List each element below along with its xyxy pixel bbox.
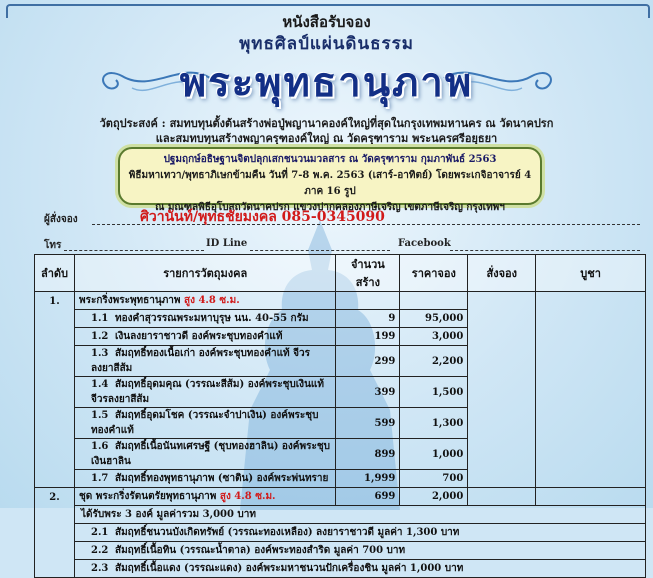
order-table bbox=[34, 254, 646, 578]
group-2-worship-cell[interactable] bbox=[536, 488, 646, 506]
row-desc: สัมฤทธิ์อุดมโชค (วรรณะจำปาเงิน) องค์พระชุบทองคำแท้ bbox=[90, 410, 319, 436]
id-line-label: ID Line bbox=[206, 238, 248, 249]
row-desc-cell bbox=[74, 560, 645, 578]
header-worship: บูชา bbox=[536, 255, 646, 292]
group-1-order-cell[interactable] bbox=[468, 292, 536, 488]
row-number: 1.2 bbox=[90, 331, 109, 342]
row-desc-cell bbox=[74, 470, 335, 488]
group-2-index: 2. bbox=[35, 488, 75, 578]
table-row bbox=[35, 560, 646, 578]
group-1-index: 1. bbox=[35, 292, 75, 488]
row-qty: 199 bbox=[336, 328, 400, 346]
header-quantity: จำนวนสร้าง bbox=[336, 255, 400, 292]
form-main-title: พระพุทธานุภาพ bbox=[179, 59, 474, 106]
group-2-title-cell bbox=[74, 488, 335, 506]
row-price: 1,300 bbox=[400, 408, 468, 439]
row-desc: สัมฤทธิ์เนื้อแดง (วรรณะแดง) องค์พระมหาชนวนปักเครื่องชิน มูลค่า 1,000 บาท bbox=[114, 563, 464, 574]
group-2-subtitle-row bbox=[35, 506, 646, 524]
group-2-price: 2,000 bbox=[400, 488, 468, 506]
table-header-row bbox=[35, 255, 646, 292]
ceremony-banner bbox=[118, 147, 542, 213]
row-desc-cell bbox=[74, 310, 335, 328]
row-number: 2.2 bbox=[90, 545, 109, 556]
table-row bbox=[35, 524, 646, 542]
row-number: 1.4 bbox=[90, 379, 109, 390]
phone-line bbox=[64, 250, 204, 251]
row-number: 1.7 bbox=[90, 473, 109, 484]
row-desc-cell bbox=[74, 328, 335, 346]
row-desc: ทองคำสุวรรณพระมหาบุรุษ นน. 40-55 กรัม bbox=[114, 313, 309, 324]
row-qty: 399 bbox=[336, 377, 400, 408]
facebook-label: Facebook bbox=[398, 238, 451, 249]
row-price: 95,000 bbox=[400, 310, 468, 328]
group-2-subtitle: ได้รับพระ 3 องค์ มูลค่ารวม 3,000 บาท bbox=[74, 506, 645, 524]
table-row bbox=[35, 542, 646, 560]
banner-line-3: ณ มณฑลพิธีอุโบสถวัดนาคปรก แขวงปากคลองภาษีเจริญ เขตภาษีเจริญ กรุงเทพฯ bbox=[155, 202, 505, 213]
row-number: 2.3 bbox=[90, 563, 109, 574]
row-desc: สัมฤทธิ์อุดมคุณ (วรรณะสีส้ม) องค์พระชุบเงินแท้ จีวรลงยาสีส้ม bbox=[90, 379, 324, 405]
group-1-worship-cell[interactable] bbox=[536, 292, 646, 488]
group-1-price-empty bbox=[400, 292, 468, 310]
row-qty: 899 bbox=[336, 439, 400, 470]
row-desc-cell bbox=[74, 439, 335, 470]
row-price: 700 bbox=[400, 470, 468, 488]
group-2-title: ชุด พระกริ่งรัตนตรัยพุทธานุภาพ bbox=[78, 491, 217, 502]
row-desc: สัมฤทธิ์เนื้อทิน (วรรณะน้ำตาล) องค์พระทองสำริด มูลค่า 700 บาท bbox=[114, 545, 406, 556]
row-price: 1,000 bbox=[400, 439, 468, 470]
facebook-line bbox=[450, 250, 640, 251]
group-1-title-cell bbox=[74, 292, 335, 310]
row-desc-cell bbox=[74, 346, 335, 377]
group-1-size: สูง 4.8 ซ.ม. bbox=[183, 295, 240, 306]
row-desc-cell bbox=[74, 377, 335, 408]
row-desc-cell bbox=[74, 408, 335, 439]
row-number: 1.3 bbox=[90, 348, 109, 359]
row-price: 1,500 bbox=[400, 377, 468, 408]
header-index: ลำดับ bbox=[35, 255, 75, 292]
purpose-line-2: และสมทบทุนสร้างพญาครุฑองค์ใหญ่ ณ วัดครุฑาราม พระนครศรีอยุธยา bbox=[155, 132, 498, 145]
row-qty: 299 bbox=[336, 346, 400, 377]
group-2-order-cell[interactable] bbox=[468, 488, 536, 506]
row-desc: สัมฤทธิ์ชนวนบังเกิดทรัพย์ (วรรณะทองเหลือง) ลงยาราชาวดี มูลค่า 1,300 บาท bbox=[114, 527, 460, 538]
row-desc-cell bbox=[74, 524, 645, 542]
row-qty: 9 bbox=[336, 310, 400, 328]
row-number: 1.6 bbox=[90, 441, 109, 452]
row-desc: เงินลงยาราชาวดี องค์พระชุบทองคำแท้ bbox=[114, 331, 283, 342]
row-number: 2.1 bbox=[90, 527, 109, 538]
row-desc-cell bbox=[74, 542, 645, 560]
booker-value[interactable]: ศิวานันท์/พุทธชัยมงคล 085-0345090 bbox=[140, 209, 385, 225]
group-1-row bbox=[35, 292, 646, 310]
form-subtitle: หนังสือรับจอง bbox=[282, 13, 371, 31]
group-2-qty: 699 bbox=[336, 488, 400, 506]
group-2-row bbox=[35, 488, 646, 506]
row-desc: สัมฤทธิ์ทองเนื้อเก่า องค์พระชุบทองคำแท้ จีวรลงยาสีส้ม bbox=[90, 348, 310, 374]
booker-label: ผู้สั่งจอง bbox=[44, 214, 78, 225]
phone-label: โทร bbox=[44, 240, 62, 251]
row-number: 1.1 bbox=[90, 313, 109, 324]
group-2-size: สูง 4.8 ซ.ม. bbox=[219, 491, 276, 502]
row-desc: สัมฤทธิ์ทองพุทธานุภาพ (ซาติน) องค์พระพ่นทราย bbox=[114, 473, 329, 484]
row-price: 3,000 bbox=[400, 328, 468, 346]
header-price: ราคาจอง bbox=[400, 255, 468, 292]
row-qty: 599 bbox=[336, 408, 400, 439]
group-1-qty-empty bbox=[336, 292, 400, 310]
form-series-title: พุทธศิลป์แผ่นดินธรรม bbox=[239, 34, 414, 54]
header-order: สั่งจอง bbox=[468, 255, 536, 292]
banner-line-2: พิธีมหาเทวา/พุทธาภิเษกข้ามคืน วันที่ 7-8 พ.ค. 2563 (เสาร์-อาทิตย์) โดยพระเกจิอาจารย์ 4 ภาค 16 รูป bbox=[128, 170, 532, 197]
group-1-title: พระกริ่งพระพุทธานุภาพ bbox=[78, 295, 181, 306]
banner-line-1: ปฐมฤกษ์อธิษฐานจิตปลุกเสกชนวนมวลสาร ณ วัดครุฑาราม กุมภาพันธ์ 2563 bbox=[163, 154, 497, 165]
row-qty: 1,999 bbox=[336, 470, 400, 488]
id-line-line bbox=[250, 250, 390, 251]
row-price: 2,200 bbox=[400, 346, 468, 377]
header-item: รายการวัตถุมงคล bbox=[74, 255, 335, 292]
row-desc: สัมฤทธิ์เนื้อนันทเศรษฐี (ชุบทองฮาลิน) องค์พระชุบเงินฮาลิน bbox=[90, 441, 330, 467]
row-number: 1.5 bbox=[90, 410, 109, 421]
purpose-line-1: วัตถุประสงค์ : สมทบทุนตั้งต้นสร้างพ่อปู่พญานาคองค์ใหญ่ที่สุดในกรุงเทพมหานคร ณ วัดนาคปรก bbox=[99, 117, 554, 130]
